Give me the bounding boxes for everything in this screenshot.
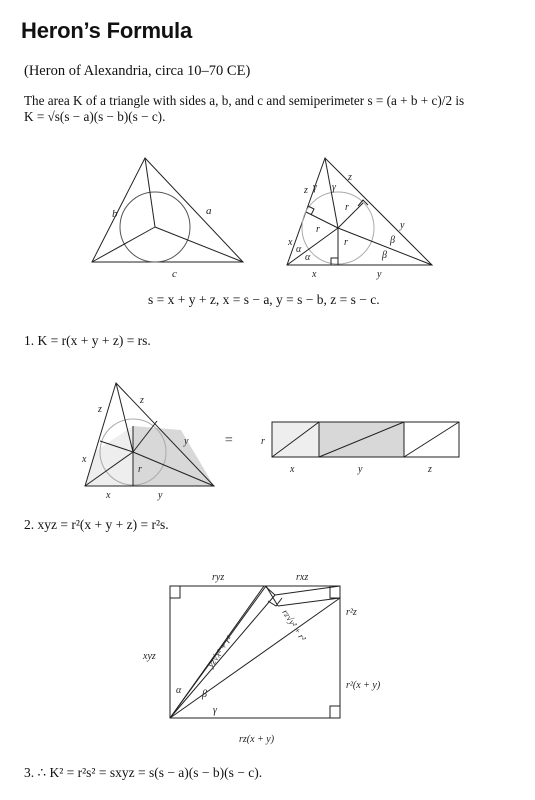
step-2: 2. xyz = r²(x + y + z) = r²s. [24, 517, 169, 532]
fig5-beta: β [202, 689, 207, 700]
fig4-x: x [290, 464, 295, 475]
figure-rectangle-proof [170, 586, 340, 718]
step-3: 3. ∴ K² = r²s² = sxyz = s(s − a)(s − b)(s − c). [24, 765, 263, 780]
fig5-rxz: rxz [296, 572, 309, 583]
fig4-y: y [358, 464, 363, 475]
figure-tangent-decomposition [287, 158, 432, 265]
fig2-x2: x [312, 269, 317, 280]
fig5-alpha: α [176, 685, 182, 696]
fig2-gamma1: γ [313, 182, 317, 193]
fig3-z1: z [98, 404, 102, 415]
fig5-r2xy: r²(x + y) [346, 680, 381, 691]
attribution: (Heron of Alexandria, circa 10–70 CE) [24, 63, 251, 79]
page-title: Heron’s Formula [21, 18, 192, 43]
fig5-gamma: γ [213, 705, 217, 716]
fig1-label-c: c [172, 268, 177, 280]
fig3-y1: y [184, 436, 189, 447]
fig5-diag1: yz√x² + r² [205, 633, 235, 670]
fig3-y2: y [158, 490, 163, 501]
fig2-beta2: β [382, 250, 387, 261]
fig2-z2: z [348, 172, 352, 183]
semiperimeter-relation: s = x + y + z, x = s − a, y = s − b, z = s − c. [148, 292, 380, 307]
fig5-r2z: r²z [346, 607, 357, 618]
statement-line-1: The area K of a triangle with sides a, b, and c and semiperimeter s = (a + b + c)/2 is [24, 93, 465, 108]
fig2-r1: r [345, 202, 349, 213]
step-1: 1. K = r(x + y + z) = rs. [24, 333, 151, 348]
fig5-ryz: ryz [212, 572, 225, 583]
fig2-r3: r [344, 237, 348, 248]
fig2-z1: z [304, 185, 308, 196]
figure-shaded-triangle [85, 383, 214, 486]
fig3-x1: x [82, 454, 87, 465]
fig1-label-b: b [112, 208, 118, 220]
fig2-x1: x [288, 237, 293, 248]
fig3-z2: z [140, 395, 144, 406]
fig5-diag2: rz√y² + r² [280, 607, 309, 643]
fig4-r: r [261, 436, 265, 447]
fig5-xyz: xyz [143, 651, 156, 662]
statement-line-2: K = √s(s − a)(s − b)(s − c). [24, 109, 166, 124]
fig3-x2: x [106, 490, 111, 501]
fig2-r2: r [316, 224, 320, 235]
fig4-z: z [428, 464, 432, 475]
fig2-gamma2: γ [332, 182, 336, 193]
figure-rectangle-diagonals [170, 586, 340, 718]
fig2-y1: y [400, 220, 405, 231]
figure-rectangle-strip [272, 422, 459, 457]
fig2-y2: y [377, 269, 382, 280]
fig3-r: r [138, 464, 142, 475]
fig5-rzxy: rz(x + y) [239, 734, 275, 745]
fig2-alpha1: α [296, 244, 302, 255]
fig2-beta1: β [390, 235, 395, 246]
fig3-equals: = [224, 433, 234, 448]
fig1-label-a: a [206, 205, 212, 217]
fig2-alpha2: α [305, 252, 311, 263]
